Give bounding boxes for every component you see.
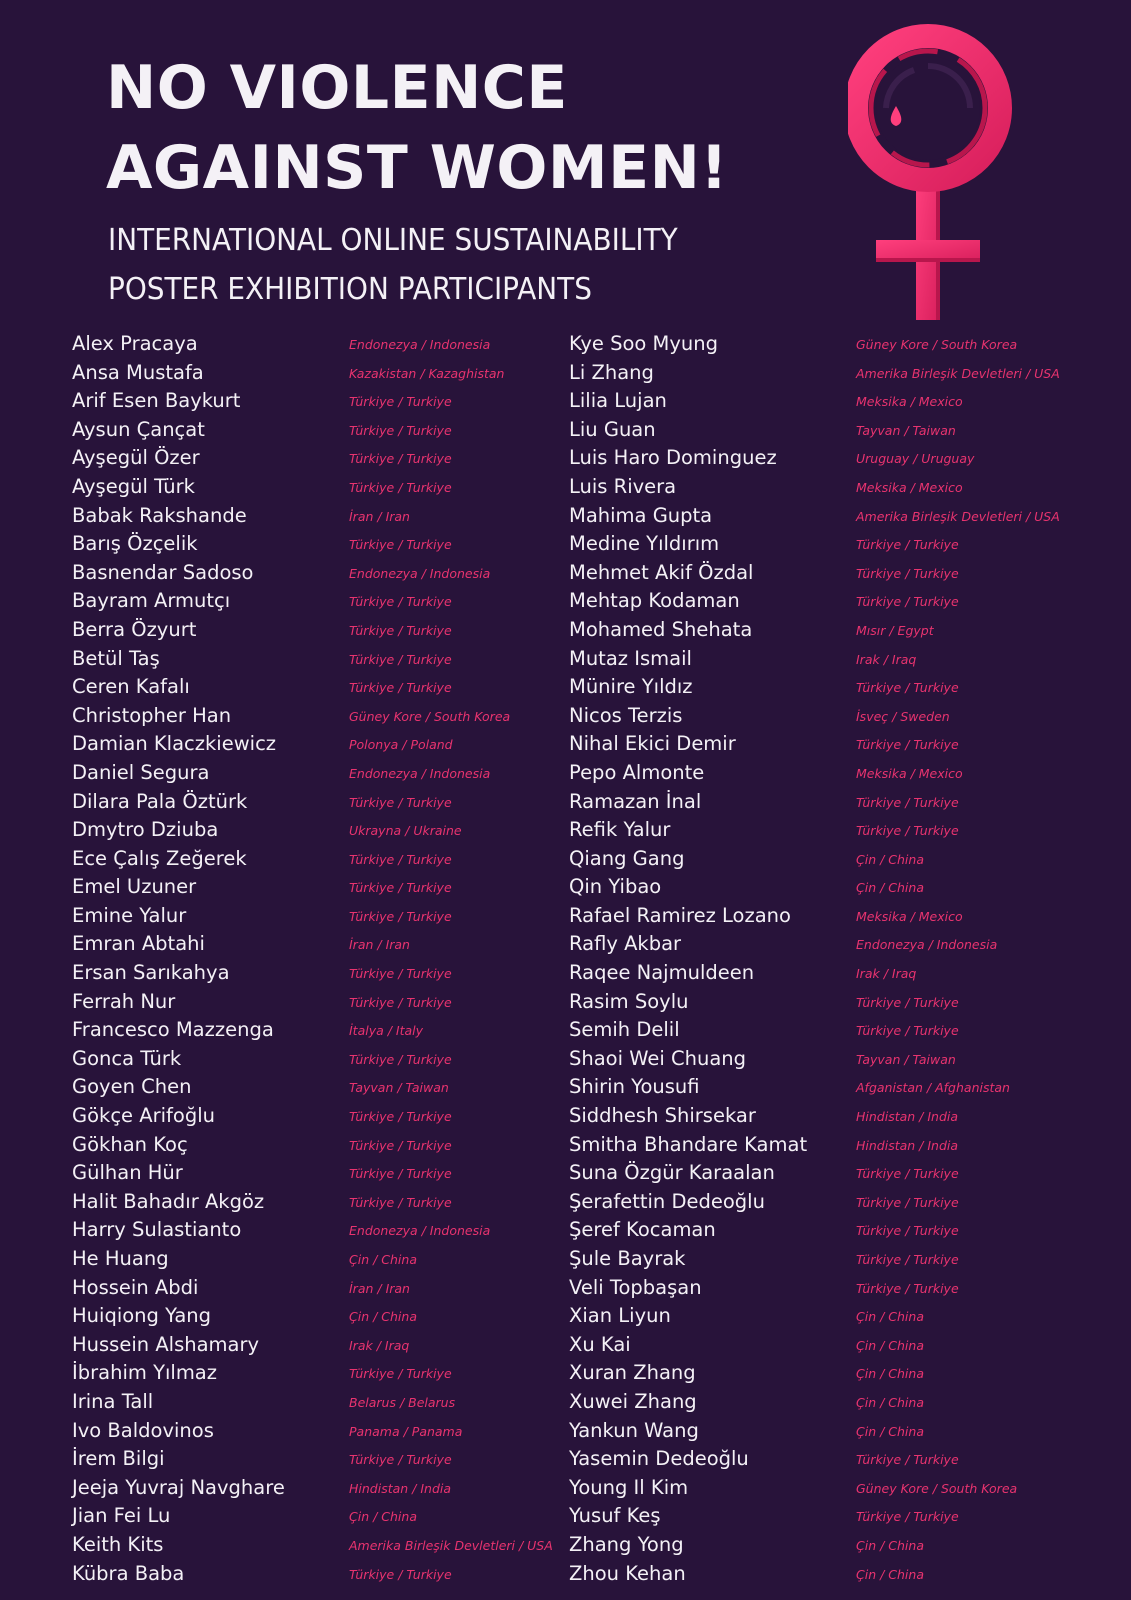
participant-name: Jeeja Yuvraj Navghare (72, 1475, 285, 1499)
participant-name: Mahima Gupta (569, 503, 713, 527)
participant-country: Türkiye / Turkiye (856, 565, 959, 581)
participant-name: Harry Sulastianto (72, 1218, 242, 1242)
participant-name: Refik Yalur (569, 818, 671, 842)
participant-name: Babak Rakshande (72, 503, 247, 527)
participant-name: Mehmet Akif Özdal (569, 560, 754, 584)
participant-country: Türkiye / Turkiye (349, 422, 452, 438)
participant-name: Ferrah Nur (72, 989, 176, 1013)
participant-country: Meksika / Mexico (856, 394, 963, 410)
participant-name: Ersan Sarıkahya (72, 961, 230, 985)
participant-name: Mehtap Kodaman (569, 589, 740, 613)
participant-country: Çin / China (856, 880, 924, 896)
participant-country: Kazakistan / Kazaghistan (349, 365, 505, 381)
participant-name: Young Il Kim (569, 1475, 689, 1499)
participant-country: Endonezya / Indonesia (349, 1223, 491, 1239)
participant-name: Shaoi Wei Chuang (569, 1046, 747, 1070)
participant-name: Ece Çalış Zeğerek (72, 846, 247, 870)
participant-country: Amerika Birleşik Devletleri / USA (349, 1537, 553, 1553)
participant-name: Kye Soo Myung (569, 332, 719, 355)
participant-country: Türkiye / Turkiye (349, 537, 452, 553)
participant-country: Endonezya / Indonesia (856, 937, 998, 953)
participant-country: Irak / Iraq (856, 966, 917, 982)
participant-country: Çin / China (856, 1423, 924, 1439)
participant-name: Dilara Pala Öztürk (72, 789, 248, 813)
participant-name: Ivo Baldovinos (72, 1418, 214, 1442)
participant-country: Türkiye / Turkiye (856, 1194, 959, 1210)
participant-country: Türkiye / Turkiye (349, 622, 452, 638)
participant-country: İran / Iran (349, 1280, 410, 1296)
participant-name: Şeref Kocaman (569, 1218, 716, 1242)
participant-country: Türkiye / Turkiye (349, 908, 452, 924)
participant-country: Türkiye / Turkiye (856, 994, 959, 1010)
participant-name: Ceren Kafalı (72, 675, 190, 699)
participant-country: Türkiye / Turkiye (856, 1452, 959, 1468)
participant-country: Türkiye / Turkiye (349, 966, 452, 982)
participant-name: Rafael Ramirez Lozano (569, 903, 791, 927)
participant-name: Jian Fei Lu (72, 1504, 171, 1528)
participant-country: Türkiye / Turkiye (856, 1252, 959, 1267)
participant-name: Goyen Chen (72, 1075, 192, 1099)
participant-country: Amerika Birleşik Devletleri / USA (856, 508, 1060, 524)
participant-name: Zhou Kehan (569, 1561, 686, 1585)
subtitle-line-2: POSTER EXHIBITION PARTICIPANTS (108, 272, 592, 307)
participant-name: Mutaz Ismail (569, 646, 692, 670)
title-line-2: AGAINST WOMEN! (106, 133, 729, 203)
participant-name: Şerafettin Dedeoğlu (569, 1189, 765, 1213)
participant-country: Türkiye / Turkiye (349, 451, 452, 467)
participant-country: İtalya / Italy (349, 1023, 424, 1039)
participant-name: He Huang (72, 1247, 169, 1270)
participant-country: İran / Iran (349, 508, 410, 524)
participant-name: Ramazan İnal (569, 789, 702, 813)
participant-country: Çin / China (856, 1537, 924, 1553)
participant-country: Güney Kore / South Korea (349, 708, 511, 724)
participant-country: Türkiye / Turkiye (349, 1452, 452, 1468)
venus-symbol-icon (848, 20, 1048, 320)
participant-name: Gülhan Hür (72, 1161, 183, 1185)
participant-name: Şule Bayrak (569, 1247, 686, 1270)
participant-country: Güney Kore / South Korea (856, 337, 1018, 352)
participant-country: Türkiye / Turkiye (856, 1509, 959, 1525)
participant-name: Li Zhang (569, 360, 654, 384)
participant-name: Xuran Zhang (569, 1361, 696, 1385)
participant-country: Güney Kore / South Korea (856, 1480, 1018, 1496)
participant-name: Hossein Abdi (72, 1275, 199, 1299)
participant-name: Berra Özyurt (72, 617, 197, 641)
participant-name: Bayram Armutçı (72, 589, 231, 613)
participant-country: Ukrayna / Ukraine (349, 823, 462, 839)
participant-country: Türkiye / Turkiye (856, 1023, 959, 1039)
participant-country: Türkiye / Turkiye (856, 737, 959, 753)
participant-country: Uruguay / Uruguay (856, 451, 975, 467)
participant-country: Türkiye / Turkiye (856, 537, 959, 553)
participant-name: Emran Abtahi (72, 932, 205, 956)
participant-country: Mısır / Egypt (856, 622, 934, 638)
participant-name: Basnendar Sadoso (72, 560, 254, 584)
participant-name: Dmytro Dziuba (72, 818, 219, 842)
participant-country: Türkiye / Turkiye (349, 1566, 452, 1582)
participant-country: Türkiye / Turkiye (349, 594, 452, 610)
participant-name: Gökhan Koç (72, 1132, 188, 1156)
participant-country: Türkiye / Turkiye (856, 1223, 959, 1239)
participant-name: Nihal Ekici Demir (569, 732, 736, 756)
participant-name: Yasemin Dedeoğlu (569, 1447, 749, 1471)
participant-name: Medine Yıldırım (569, 532, 720, 556)
participant-country: Türkiye / Turkiye (349, 851, 452, 867)
participant-name: Ayşegül Türk (72, 474, 195, 498)
participant-name: Siddhesh Shirsekar (569, 1104, 756, 1128)
participant-name: Liu Guan (569, 417, 656, 441)
participant-name: Luis Rivera (569, 474, 677, 498)
participant-name: Arif Esen Baykurt (72, 389, 241, 413)
participant-name: Raqee Najmuldeen (569, 961, 755, 985)
participant-country: Türkiye / Turkiye (349, 994, 452, 1010)
participant-country: Türkiye / Turkiye (349, 680, 452, 696)
participant-name: Smitha Bhandare Kamat (569, 1132, 808, 1156)
participant-country: Türkiye / Turkiye (349, 794, 452, 810)
participant-name: Zhang Yong (569, 1532, 684, 1556)
participant-name: Mohamed Shehata (569, 617, 753, 641)
participant-name: Yusuf Keş (569, 1504, 661, 1528)
participant-name: Rasim Soylu (569, 989, 689, 1013)
participant-country: Belarus / Belarus (349, 1394, 456, 1410)
participant-name: Xian Liyun (569, 1304, 671, 1328)
participant-name: Münire Yıldız (569, 675, 693, 699)
participant-country: Çin / China (349, 1252, 417, 1267)
participant-country: Hindistan / India (856, 1109, 959, 1125)
participant-name: Nicos Terzis (569, 703, 683, 727)
participant-name: Christopher Han (72, 703, 232, 727)
participant-name: Qin Yibao (569, 875, 662, 899)
participant-name: Irina Tall (72, 1389, 154, 1413)
participant-country: Türkiye / Turkiye (349, 1366, 452, 1382)
participant-country: Türkiye / Turkiye (856, 680, 959, 696)
participant-country: Türkiye / Turkiye (349, 880, 452, 896)
participant-country: Türkiye / Turkiye (349, 651, 452, 667)
participant-name: Ansa Mustafa (72, 360, 204, 384)
participant-name: Emel Uzuner (72, 875, 197, 899)
participant-name: Shirin Yousufi (569, 1075, 700, 1099)
poster-title (106, 48, 728, 208)
participant-name: Xu Kai (569, 1332, 631, 1356)
participant-name: Huiqiong Yang (72, 1304, 212, 1328)
participant-name: Luis Haro Dominguez (569, 446, 777, 470)
participant-country: Türkiye / Turkiye (349, 1194, 452, 1210)
participant-country: Hindistan / India (349, 1480, 452, 1496)
participant-name: Xuwei Zhang (569, 1389, 697, 1413)
participant-country: İsveç / Sweden (856, 708, 950, 724)
participant-country: Meksika / Mexico (856, 479, 963, 495)
participant-country: Türkiye / Turkiye (856, 594, 959, 610)
participant-country: Panama / Panama (349, 1423, 463, 1439)
participant-name: Daniel Segura (72, 760, 210, 784)
participant-name: Pepo Almonte (569, 760, 705, 784)
participant-name: Gökçe Arifoğlu (72, 1104, 215, 1128)
participant-country: Hindistan / India (856, 1137, 959, 1153)
participant-name: Betül Taş (72, 646, 160, 670)
participant-name: Damian Klaczkiewicz (72, 732, 277, 756)
participant-country: Endonezya / Indonesia (349, 765, 491, 781)
participant-name: Francesco Mazzenga (72, 1018, 274, 1042)
participant-name: Halit Bahadır Akgöz (72, 1189, 265, 1213)
participant-name: Hussein Alshamary (72, 1332, 260, 1356)
participant-country: Polonya / Poland (349, 737, 453, 753)
participant-name: Barış Özçelik (72, 532, 198, 556)
participant-name: Keith Kits (72, 1532, 164, 1556)
participant-country: Tayvan / Taiwan (856, 422, 956, 438)
participant-name: Veli Topbaşan (569, 1275, 702, 1299)
participant-country: Çin / China (349, 1509, 417, 1525)
participant-country: Çin / China (856, 1309, 924, 1325)
participant-country: Tayvan / Taiwan (349, 1080, 449, 1096)
participant-country: İran / Iran (349, 937, 410, 953)
participant-name: Suna Özgür Karaalan (569, 1161, 775, 1185)
participant-country: Türkiye / Turkiye (349, 1109, 452, 1125)
participant-country: Afganistan / Afghanistan (856, 1080, 1010, 1096)
participant-country: Çin / China (856, 1566, 924, 1582)
participant-name: Kübra Baba (72, 1561, 185, 1585)
title-line-1: NO VIOLENCE (106, 53, 568, 123)
participant-name: Emine Yalur (72, 903, 187, 927)
participant-country: Türkiye / Turkiye (856, 1166, 959, 1182)
participant-country: Amerika Birleşik Devletleri / USA (856, 365, 1060, 381)
participant-country: Çin / China (856, 851, 924, 867)
participant-country: Endonezya / Indonesia (349, 565, 491, 581)
poster-subtitle (108, 216, 678, 314)
participant-name: İbrahim Yılmaz (72, 1361, 217, 1385)
participant-country: Meksika / Mexico (856, 765, 963, 781)
participant-country: Türkiye / Turkiye (349, 479, 452, 495)
participant-country: Türkiye / Turkiye (349, 1051, 452, 1067)
participant-country: Irak / Iraq (856, 651, 917, 667)
participant-country: Türkiye / Turkiye (856, 1280, 959, 1296)
participant-country: Endonezya / Indonesia (349, 337, 491, 352)
participant-country: Meksika / Mexico (856, 908, 963, 924)
participant-name: Rafly Akbar (569, 932, 682, 956)
participant-name: Aysun Çançat (72, 417, 205, 441)
participant-country: Irak / Iraq (349, 1337, 410, 1353)
participant-name: Qiang Gang (569, 846, 685, 870)
participant-country: Türkiye / Turkiye (856, 823, 959, 839)
participant-country: Tayvan / Taiwan (856, 1051, 956, 1067)
participant-name: Semih Delil (569, 1018, 680, 1042)
participant-country: Çin / China (856, 1394, 924, 1410)
participant-country: Türkiye / Turkiye (856, 794, 959, 810)
participant-name: İrem Bilgi (72, 1447, 165, 1471)
participant-name: Alex Pracaya (72, 332, 198, 355)
participant-name: Ayşegül Özer (72, 446, 200, 470)
participant-name: Gonca Türk (72, 1046, 182, 1070)
subtitle-line-1: INTERNATIONAL ONLINE SUSTAINABILITY (108, 223, 678, 258)
participant-name: Yankun Wang (569, 1418, 699, 1442)
participant-name: Lilia Lujan (569, 389, 667, 413)
participant-country: Çin / China (856, 1366, 924, 1382)
participant-country: Çin / China (349, 1309, 417, 1325)
participant-country: Türkiye / Turkiye (349, 1166, 452, 1182)
participant-country: Çin / China (856, 1337, 924, 1353)
participant-country: Türkiye / Turkiye (349, 394, 452, 410)
participant-country: Türkiye / Turkiye (349, 1137, 452, 1153)
